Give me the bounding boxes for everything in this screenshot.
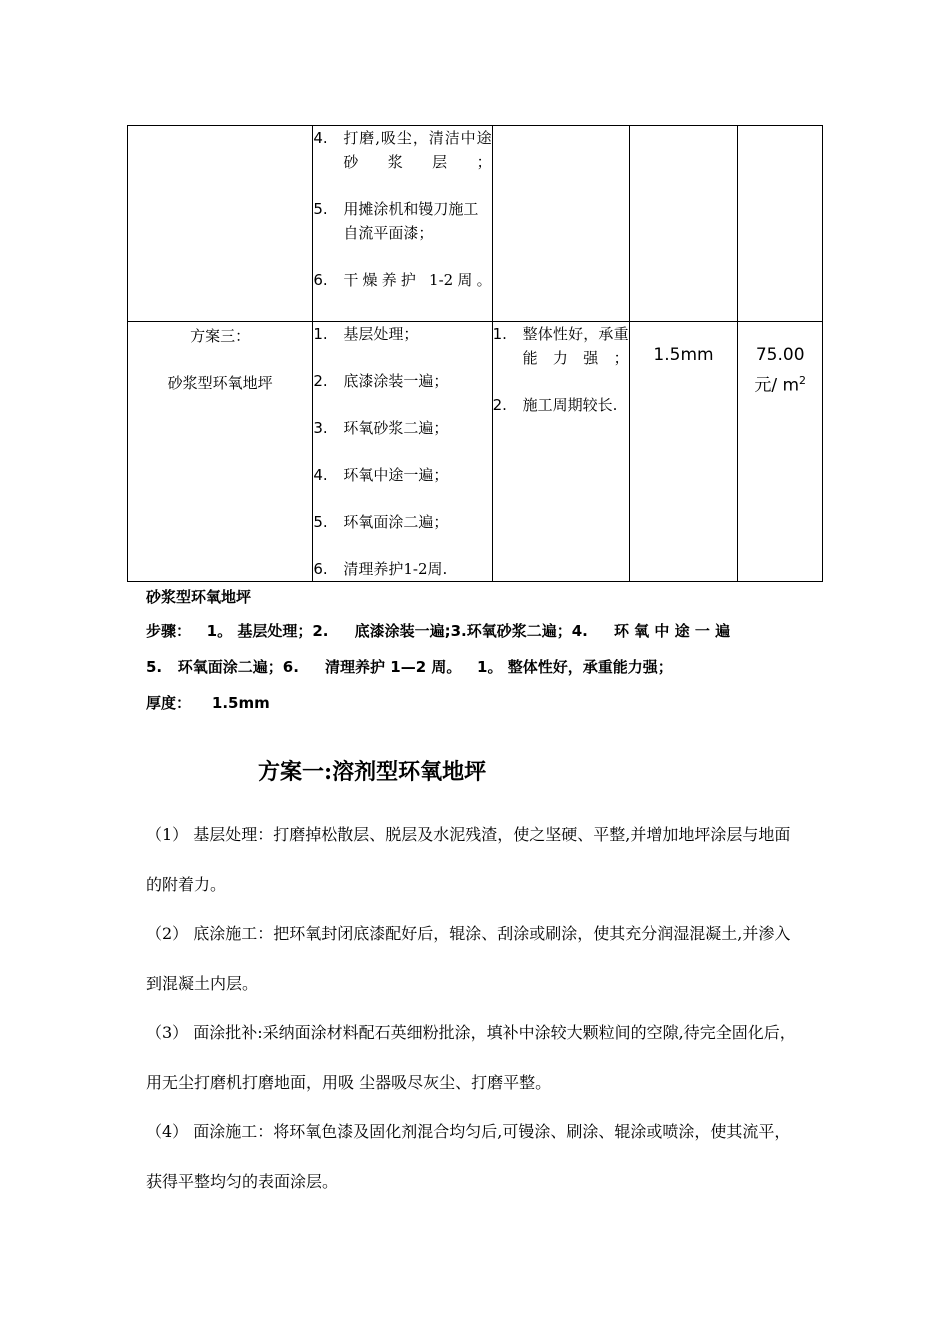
list-item: [313, 197, 491, 245]
summary-steps: 步骤： 1。 基层处理；2. 底漆涂装一遍;3.环氧砂浆二遍；4. 环 氧 中 途 一 遍: [146, 622, 731, 640]
plan-name: [128, 322, 312, 395]
list-item: [313, 416, 491, 440]
item-number: 2.: [313, 372, 328, 390]
price-unit: [738, 368, 822, 399]
item-text: 底漆涂装一遍；: [343, 372, 449, 390]
item-number: 4.: [313, 129, 328, 147]
thickness-value: [630, 126, 738, 146]
item-number: 5.: [313, 513, 328, 531]
item-text: 干燥养护 1-2周。: [343, 271, 492, 289]
list-item: [313, 557, 491, 581]
item-text: 基层处理；: [343, 325, 419, 343]
item-text: 环氧砂浆二遍；: [343, 419, 449, 437]
item-number: 6.: [313, 271, 328, 289]
item-text: 整体性好，承重能力强；: [522, 325, 629, 367]
plan-cell: [128, 126, 313, 322]
advantages-cell: [492, 322, 629, 582]
plan-name: [128, 126, 312, 128]
list-item: [313, 510, 491, 534]
paragraph: （4） 面涂施工：将环氧色漆及固化剂混合均匀后,可镘涂、刷涂、辊涂或喷涂，使其流平，获得平整均匀的表面涂层。: [146, 1122, 791, 1191]
item-text: 环氧面涂二遍；: [343, 513, 449, 531]
plan-label: 方案三：: [190, 327, 251, 345]
item-text: 施工周期较长.: [522, 396, 618, 414]
thickness-value: 1.5mm: [653, 345, 714, 365]
summary-steps-cont: 5. 环氧面涂二遍；6. 清理养护 1—2 周。 1。 整体性好，承重能力强；: [146, 658, 673, 676]
item-number: 6.: [313, 560, 328, 578]
steps-list: [313, 126, 491, 292]
thickness-cell: [629, 322, 738, 582]
price-unit-sup: 2: [799, 374, 807, 387]
item-number: 5.: [313, 200, 328, 218]
steps-cell: [313, 322, 492, 582]
summary-title: 砂浆型环氧地坪: [146, 588, 252, 606]
price-value: [738, 322, 822, 399]
price-cell: [738, 126, 823, 322]
price-cell: [738, 322, 823, 582]
summary-thickness: 厚度： 1.5mm: [146, 694, 270, 712]
list-item: [493, 393, 629, 417]
advantages-list: [493, 322, 629, 417]
paragraph: （2） 底涂施工：把环氧封闭底漆配好后，辊涂、刮涂或刷涂，使其充分润湿混凝土,并渗入到混凝土内层。: [146, 924, 791, 993]
list-item: [313, 268, 491, 292]
list-item: [313, 463, 491, 487]
item-text: 清理养护1-2周.: [343, 560, 448, 578]
list-item: [493, 322, 629, 370]
list-item: [313, 369, 491, 393]
section-body: [146, 810, 806, 1206]
advantages-cell: [492, 126, 629, 322]
item-number: 3.: [313, 419, 328, 437]
plan-title: 砂浆型环氧地坪: [167, 374, 273, 392]
item-text: 用摊涂机和镘刀施工自流平面漆；: [343, 200, 479, 242]
item-number: 1.: [492, 325, 507, 343]
item-number: 2.: [492, 396, 507, 414]
steps-cell: [313, 126, 492, 322]
plan-cell: [128, 322, 313, 582]
price-unit-text: 元/ m: [754, 375, 800, 396]
section-heading: 方案一:溶剂型环氧地坪: [258, 759, 487, 785]
steps-list: [313, 322, 491, 581]
item-number: 4.: [313, 466, 328, 484]
price-amount: 75.00: [755, 345, 805, 365]
list-item: [313, 126, 491, 174]
thickness-cell: [629, 126, 738, 322]
list-item: [313, 322, 491, 346]
table-row: [128, 322, 823, 582]
paragraph: （1） 基层处理：打磨掉松散层、脱层及水泥残渣，使之坚硬、平整,并增加地坪涂层与地面的附着力。: [146, 825, 791, 894]
item-text: 打磨,吸尘，清洁中途砂浆层；: [343, 129, 492, 171]
price-value: [738, 126, 822, 146]
paragraph: （3） 面涂批补:采纳面涂材料配石英细粉批涂，填补中涂较大颗粒间的空隙,待完全固化后，用无尘打磨机打磨地面，用吸 尘器吸尽灰尘、打磨平整。: [146, 1023, 796, 1092]
scheme-table: [127, 125, 823, 582]
item-text: 环氧中途一遍；: [343, 466, 449, 484]
item-number: 1.: [313, 325, 328, 343]
table-row: [128, 126, 823, 322]
